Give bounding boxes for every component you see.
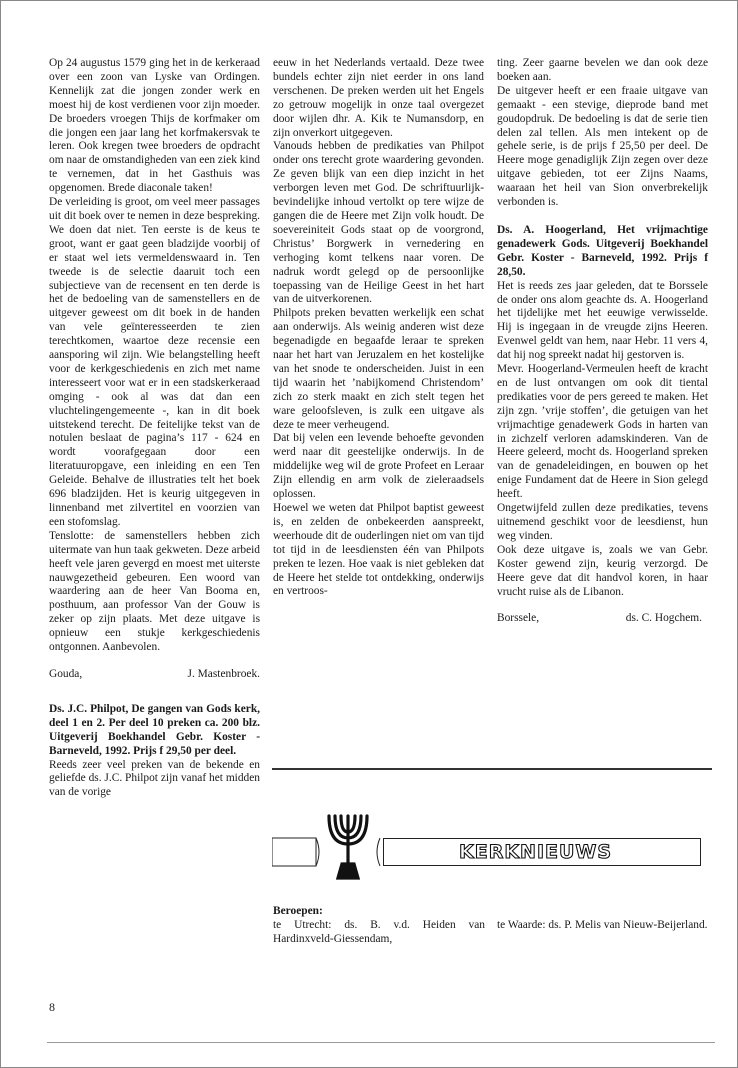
menorah-icon <box>329 816 367 878</box>
signature-name: ds. C. Hogchem. <box>625 612 702 625</box>
review-title-philpot: Ds. J.C. Philpot, De gangen van Gods kerk, deel 1 en 2. Per deel 10 preken ca. 200 blz. Uitgeverij Boekhandel Gebr. Koster - Barneveld, 1992. Prijs f 29,50 per deel. <box>49 702 260 757</box>
col3-paragraph-6: Ook deze uitgave is, zoals we van Gebr. Koster gewend zijn, keurig verzorgd. De Heere geve dat dit handvol koren, in haar vrucht ruise als de Libanon. <box>497 543 708 598</box>
col3-paragraph-1: ting. Zeer gaarne bevelen we dan ook deze boeken aan. <box>497 57 708 83</box>
column-2 <box>273 57 484 599</box>
bottom-rule <box>47 1042 715 1043</box>
beroepen-label: Beroepen: <box>273 905 323 917</box>
col1-paragraph-2: De verleiding is groot, om veel meer passages uit dit boek over te nemen in deze bespreking. We doen dat niet. Ten eerste is de keus te groot, want er gaat geen bladzijde voorbij of er staat wel iets vermeldenswaard in. Ten tweede is de selectie daaruit toch een subjectieve van de recensent en ten derde is het de bedoeling van de samenstellers en de uitgever geweest om dit boek in de handen van vele geïnteresseerden te zien terechtkomen, waartoe deze recensie een aansporing wil zijn. Wie belangstelling heeft voor de kerkgeschiedenis en zich met name interesseert voor wat er in een stadskerkeraad omging - ook al was dat dan een vluchtelingengemeente -, kan in dit boek uitstekend terecht. De feitelijke tekst van de notulen beslaat de pagina’s 117 - 624 en wordt voorafgegaan door een literatuuropgave, een inleiding en een Ten Geleide. Behalve de illustraties telt het boek 696 bladzijden. Het is keurig uitgegeven in linnenband met zilvertitel en voorzien van een stofomslag. <box>49 196 260 528</box>
col1-paragraph-1: Op 24 augustus 1579 ging het in de kerkeraad over een zoon van Lyske van Ordingen. Kennelijk zat die jongen zonder werk en moest hij de kost verdienen voor zijn moeder. De broeders vroegen Thijs de korfmaker om die jongen een jaar lang het korfmakersvak te leren. Ook kregen twee broeders de opdracht om naar de omstandigheden van een ziek kind te vernemen, dat in het Gasthuis was opgenomen. Brede diaconale taken! <box>49 57 260 195</box>
signature-name: J. Mastenbroek. <box>187 667 260 680</box>
column-3 <box>497 57 708 626</box>
col1-paragraph-4: Reeds zeer veel preken van de bekende en geliefde ds. J.C. Philpot zijn vanaf het midden van de vorige <box>49 758 260 799</box>
col2-paragraph-2: Vanouds hebben de predikaties van Philpot onder ons terecht grote waardering gevonden. Ze geven blijk van een diep inzicht in het verborgen leven met God. De schriftuurlijk-bevindelijke inhoud vertolkt op tere wijze de gangen die de Heere met Zijn volk houdt. De soevereiniteit Gods staat op de voorgrond, Christus’ Borgwerk in vernedering en verhoging komt telkens naar voren. De nadruk wordt gelegd op de persoonlijke toepassing van de Heilige Geest in het hart van de uitverkorenen. <box>273 140 484 306</box>
review-title-hoogerland: Ds. A. Hoogerland, Het vrijmachtige genadewerk Gods. Uitgeverij Boekhandel Gebr. Koster - Barneveld, 1992. Prijs f 28,50. <box>497 223 708 278</box>
page-number: 8 <box>49 1000 55 1014</box>
kerknieuws-heading: KERKNIEUWS <box>459 841 613 863</box>
signature-place: Borssele, <box>497 612 540 625</box>
col3-paragraph-3: Het is reeds zes jaar geleden, dat te Borssele de onder ons alom geachte ds. A. Hoogerland het tijdelijke met het eeuwige verwisselde. Hij is ingegaan in de vreugde zijns Heeren. Evenwel geldt van hem, naar Hebr. 11 vers 4, dat hij nog spreekt nadat hij gestorven is. <box>497 279 708 362</box>
beroepen-entry-waarde: te Waarde: ds. P. Melis van Nieuw-Beijerland. <box>497 919 708 931</box>
beroepen-block <box>273 905 485 947</box>
col2-paragraph-4: Dat bij velen een levende behoefte gevonden werd naar dit geestelijke onderwijs. In de middelijke weg wil de grote Profeet en Leraar Zijn ellendig en arm volk de zieleraadsels oplossen. <box>273 432 484 501</box>
signature-place: Gouda, <box>49 667 83 680</box>
beroepen-entry-utrecht: te Utrecht: ds. B. v.d. Heiden van Hardinxveld-Giessendam, <box>273 918 485 945</box>
column-1 <box>49 57 260 800</box>
section-divider <box>272 768 712 770</box>
col2-paragraph-1: eeuw in het Nederlands vertaald. Deze twee bundels echter zijn niet eerder in ons land verschenen. De preken werden uit het Engels zo getrouw mogelijk in onze taal overgezet door wijlen dhr. A. Kik te Numansdorp, en zijn onverkort uitgegeven. <box>273 57 484 139</box>
col3-paragraph-5: Ongetwijfeld zullen deze predikaties, tevens uitnemend geschikt voor de leesdienst, hun weg vinden. <box>497 502 708 542</box>
kerknieuws-heading-box <box>383 838 701 866</box>
col1-paragraph-3: Tenslotte: de samenstellers hebben zich uitermate van hun taak gekweten. Deze arbeid heeft vele jaren gevergd en moest met uiterste nauwgezetheid gebeuren. Een woord van waardering aan de heer Van Booma en, posthuum, aan professor Van der Gouw is zeker op zijn plaats. Met deze uitgave is opnieuw een stukje kerkgeschiedenis ontgonnen. Aanbevolen. <box>49 529 260 654</box>
col2-paragraph-5: Hoewel we weten dat Philpot baptist geweest is, en zelden de onbekeerden aanspreekt, weerhoude dit de ouderlingen niet om van tijd tot tijd in de leesdiensten één van Philpots preken te lezen. Hoe vaak is niet gebleken dat de Heere het stelde tot ontdekking, onderwijs en vertroos- <box>273 502 484 598</box>
col3-paragraph-4: Mevr. Hoogerland-Vermeulen heeft de kracht en de lust ontvangen om ook dit tiental predikaties voor de pers gereed te maken. Het zijn zgn. ’vrije stoffen’, die getuigen van het vrijmachtige genadewerk Gods in harten van in zichzelf verloren adamskinderen. Van de Heere geleerd, mocht ds. Hoogerland spreken van de genadeleidingen, en bouwen op het enige Fundament dat de Heere in Sion gelegd heeft. <box>497 363 708 501</box>
col3-paragraph-2: De uitgever heeft er een fraaie uitgave van gemaakt - een stevige, dieprode band met goudopdruk. De bedoeling is dat de serie tien delen zal tellen. Als men intekent op de gehele serie, is de prijs f 25,50 per deel. De Heere moge genadiglijk Zijn zegen over deze uitgave gebieden, tot eer Zijns Naams, waaraan het heil van Sion onverbrekelijk verbonden is. <box>497 84 708 209</box>
signature-hogchem <box>497 612 708 626</box>
signature-mastenbroek <box>49 668 260 682</box>
col2-paragraph-3: Philpots preken bevatten werkelijk een schat aan onderwijs. Als weinig anderen wist deze begenadigde en begaafde leraar te spreken naar het hart van Jeruzalem en het kostelijke van het snode te onderscheiden. Juist in een tijd waarin het ’nabijkomend Christendom’ zich zo sterk maakt en zich stelt tegen het ware geloofsleven, is zulk een uitgave als deze te meer verheugend. <box>273 307 484 431</box>
